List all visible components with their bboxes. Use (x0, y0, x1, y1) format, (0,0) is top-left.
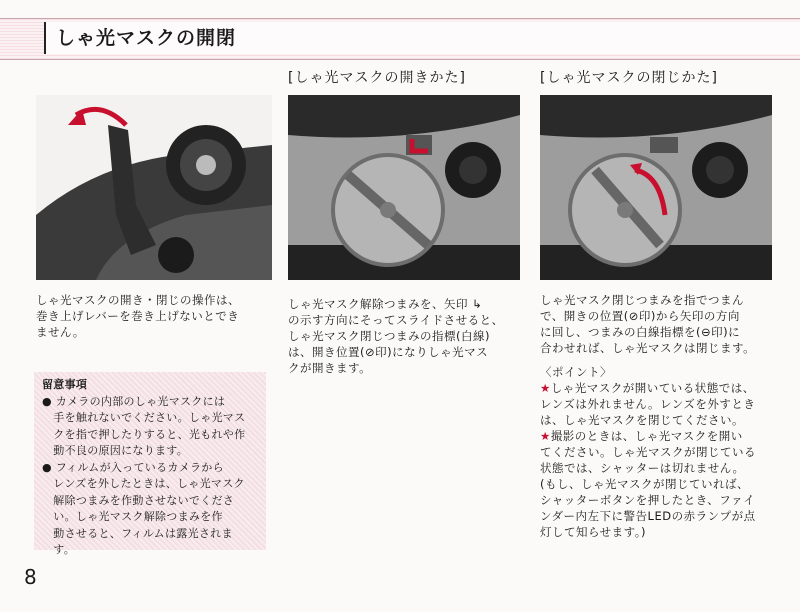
middle-line: しゃ光マスク閉じつまみの指標(白線) (288, 329, 490, 343)
notes-line: 動させると、フィルムは露光されま (42, 526, 233, 540)
point-heading: 〈ポイント〉 (540, 365, 612, 379)
page-title: しゃ光マスクの開閉 (56, 27, 237, 49)
point-line: (もし、しゃ光マスクが閉じていれば、 (540, 477, 749, 491)
right-line: しゃ光マスク閉じつまみを指でつまん (540, 293, 744, 307)
notes-line: 動不良の原因になります。 (42, 444, 189, 457)
heading-close: [しゃ光マスクの閉じかた] (540, 70, 718, 86)
notes-line: クを指で押したりすると、光もれや作 (42, 427, 246, 441)
point-line: ★しゃ光マスクが開いている状態では、 (540, 381, 755, 395)
star-icon: ★ (540, 429, 551, 443)
point-line: レンズは外れません。レンズを外すとき (540, 397, 756, 411)
left-description (36, 292, 276, 340)
left-line: しゃ光マスクの開き・閉じの操作は、 (36, 293, 240, 307)
middle-line: の示す方向にそってスライドさせると、 (288, 313, 504, 327)
notes-line: 手を触れないでください。しゃ光マス (42, 411, 246, 424)
close-mask-photo (540, 95, 772, 280)
point-line: てください。しゃ光マスクが閉じている (540, 445, 756, 459)
point-section (540, 364, 792, 540)
left-line: ません。 (36, 325, 85, 339)
point-line: ★撮影のときは、しゃ光マスクを開い (540, 429, 743, 443)
right-line: 合わせれば、しゃ光マスクは閉じます。 (540, 341, 756, 355)
right-line: に回し、つまみの白線指標を(⊖印)に (540, 325, 741, 339)
point-line: ンダー内左下に警告LEDの赤ランプが点 (540, 509, 756, 523)
notes-line: レンズを外したときは、しゃ光マスク (42, 477, 245, 490)
heading-open: [しゃ光マスクの開きかた] (288, 70, 466, 86)
corner-arrow-icon: ↳ (472, 297, 483, 311)
notes-line: ● カメラの内部のしゃ光マスクには (42, 394, 226, 408)
open-mask-photo (288, 95, 520, 280)
notes-box (34, 372, 266, 556)
point-line: シャッターボタンを押したとき、ファイ (540, 493, 756, 507)
lever-photo (36, 95, 272, 280)
notes-line: 解除つまみを作動させないでくださ (42, 493, 235, 507)
left-line: 巻き上げレバーを巻き上げないとでき (36, 309, 240, 323)
notes-line: す。 (42, 543, 76, 556)
middle-description (288, 296, 528, 376)
page-number: 8 (24, 565, 37, 589)
notes-line: ● フィルムが入っているカメラから (42, 460, 224, 474)
notes-heading: 留意事項 (42, 378, 88, 391)
notes-line: い。しゃ光マスク解除つまみを作 (42, 510, 223, 523)
star-icon: ★ (540, 381, 551, 395)
point-line: 灯して知らせます。) (540, 525, 646, 539)
point-line: 状態では、シャッターは切れません。 (540, 461, 745, 475)
point-line: は、しゃ光マスクを閉じてください。 (540, 413, 744, 427)
right-line: で、開きの位置(⊘印)から矢印の方向 (540, 309, 740, 323)
middle-line: しゃ光マスク解除つまみを、矢印 ↳ (288, 297, 483, 311)
right-description (540, 292, 790, 356)
middle-line: クが開きます。 (288, 361, 372, 375)
middle-line: は、開き位置(⊘印)になりしゃ光マス (288, 345, 489, 359)
